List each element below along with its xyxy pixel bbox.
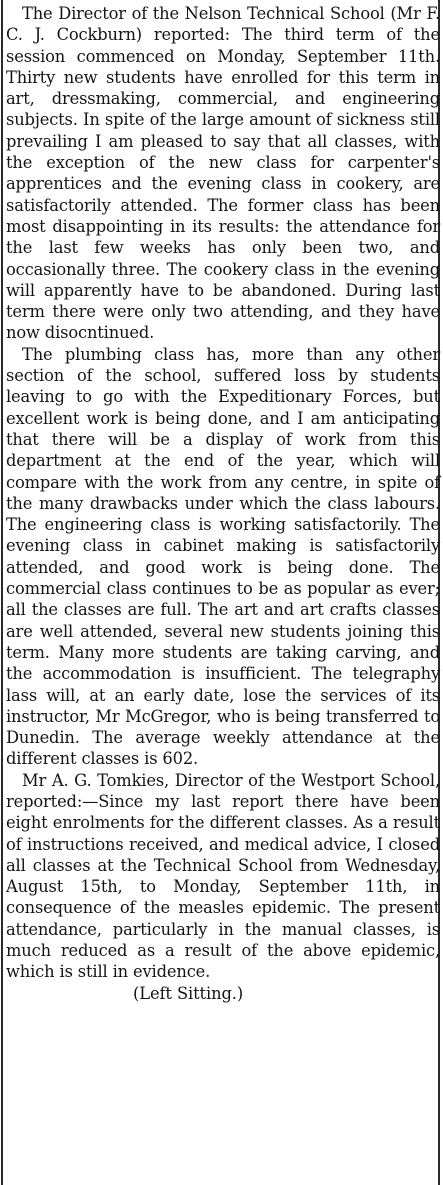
paragraph-plumbing-class: The plumbing class has, more than any other section of the school, suffered loss by students leaving to go with the Expeditionary Forces, but excellent work is being done, and I am anticipating that there will be a display of work from this department at the end of the year, which will compare with the work from any centre, in spite of the many drawbacks under which the class labours. The engineering class is working satisfactorily. The evening class in cabinet making is satisfactorily attended, and good work is being done. The commercial class continues to be as popular as ever; all the classes are full. The art and art crafts classes are well attended, several new students joining this term. Many more students are taking carving, and the accommodation is insufficient. The telegraphy lass will, at an early date, lose the services of its instructor, Mr McGregor, who is being transferred to Dunedin. The average weekly attendance at the different classes is 602. — [6, 344, 440, 769]
paragraph-westport-report: Mr A. G. Tomkies, Director of the Westport School, reported:—Since my last report there have been eight enrolments for the different classes. As a result of instructions received, and medical advice, I closed all classes at the Technical School from Wednesday, August 15th, to Monday, September 11th, in consequence of the measles epidemic. The present attendance, particularly in the manual classes, is much reduced as a result of the above epidemic, which is still in evidence. — [6, 770, 440, 982]
left-sitting-signoff: (Left Sitting.) — [133, 983, 244, 1003]
column-rule-left — [1, 0, 3, 1185]
newspaper-article — [6, 3, 440, 1004]
paragraph-nelson-report: The Director of the Nelson Technical School (Mr F. C. J. Cockburn) reported: The third term of the session commenced on Monday, September 11th. Thirty new students have enrolled for this term in art, dressmaking, commercial, and engineering subjects. In spite of the large amount of sickness still prevailing I am pleased to say that all classes, with the exception of the new class for carpenter's apprentices and the evening class in cookery, are satisfactorily attended. The former class has been most disappointing in its results: the attendance for the last few weeks has only been two, and occasionally three. The cookery class in the evening will apparently have to be abandoned. During last term there were only two attending, and they have now disocntinued. — [6, 4, 440, 343]
